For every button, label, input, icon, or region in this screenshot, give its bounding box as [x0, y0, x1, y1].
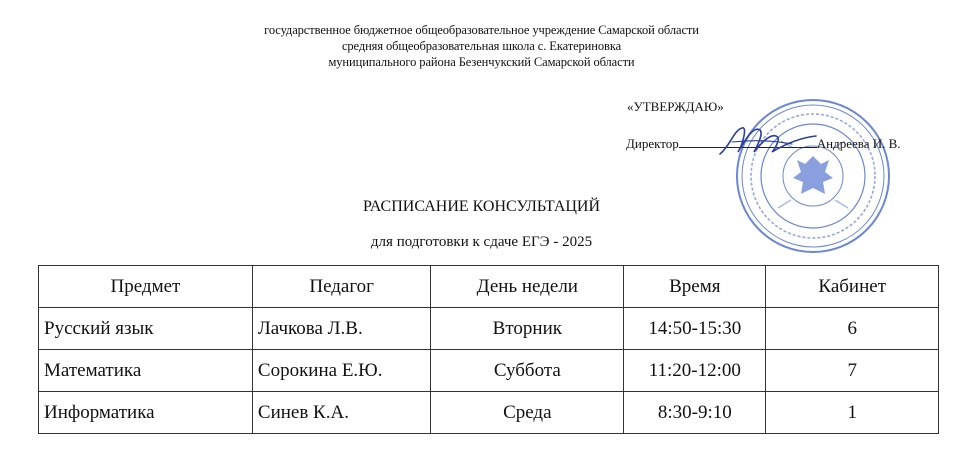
school-header: [0, 22, 963, 70]
schedule-subtitle: для подготовки к сдаче ЕГЭ - 2025: [370, 234, 593, 250]
header-room: Кабинет: [766, 266, 939, 308]
table-row: [39, 350, 939, 392]
cell-teacher: Лачкова Л.В.: [252, 308, 431, 350]
signature-icon: [712, 116, 822, 166]
header-time: Время: [624, 266, 766, 308]
cell-room: 6: [766, 308, 939, 350]
table-row: [39, 308, 939, 350]
header-line-2: средняя общеобразовательная школа с. Екатериновка: [341, 39, 622, 53]
cell-weekday: Среда: [431, 392, 624, 434]
director-name: Андреева И. В.: [816, 136, 901, 151]
cell-time: 8:30-9:10: [624, 392, 766, 434]
cell-room: 7: [766, 350, 939, 392]
cell-subject: Математика: [39, 350, 253, 392]
header-teacher: Педагог: [252, 266, 431, 308]
cell-time: 14:50-15:30: [624, 308, 766, 350]
cell-subject: Русский язык: [39, 308, 253, 350]
cell-subject: Информатика: [39, 392, 253, 434]
schedule-table: [38, 265, 939, 434]
header-line-3: муниципального района Безенчукский Самарской области: [328, 55, 635, 69]
header-subject: Предмет: [39, 266, 253, 308]
schedule-title: РАСПИСАНИЕ КОНСУЛЬТАЦИЙ: [362, 198, 601, 215]
cell-weekday: Вторник: [431, 308, 624, 350]
cell-teacher: Синев К.А.: [252, 392, 431, 434]
cell-weekday: Суббота: [431, 350, 624, 392]
director-label: Директор: [626, 136, 679, 151]
cell-time: 11:20-12:00: [624, 350, 766, 392]
header-line-1: государственное бюджетное общеобразовательное учреждение Самарской области: [264, 23, 699, 37]
cell-teacher: Сорокина Е.Ю.: [252, 350, 431, 392]
cell-room: 1: [766, 392, 939, 434]
table-row: [39, 392, 939, 434]
approval-label: «УТВЕРЖДАЮ»: [627, 99, 724, 114]
table-header-row: [39, 266, 939, 308]
header-weekday: День недели: [431, 266, 624, 308]
